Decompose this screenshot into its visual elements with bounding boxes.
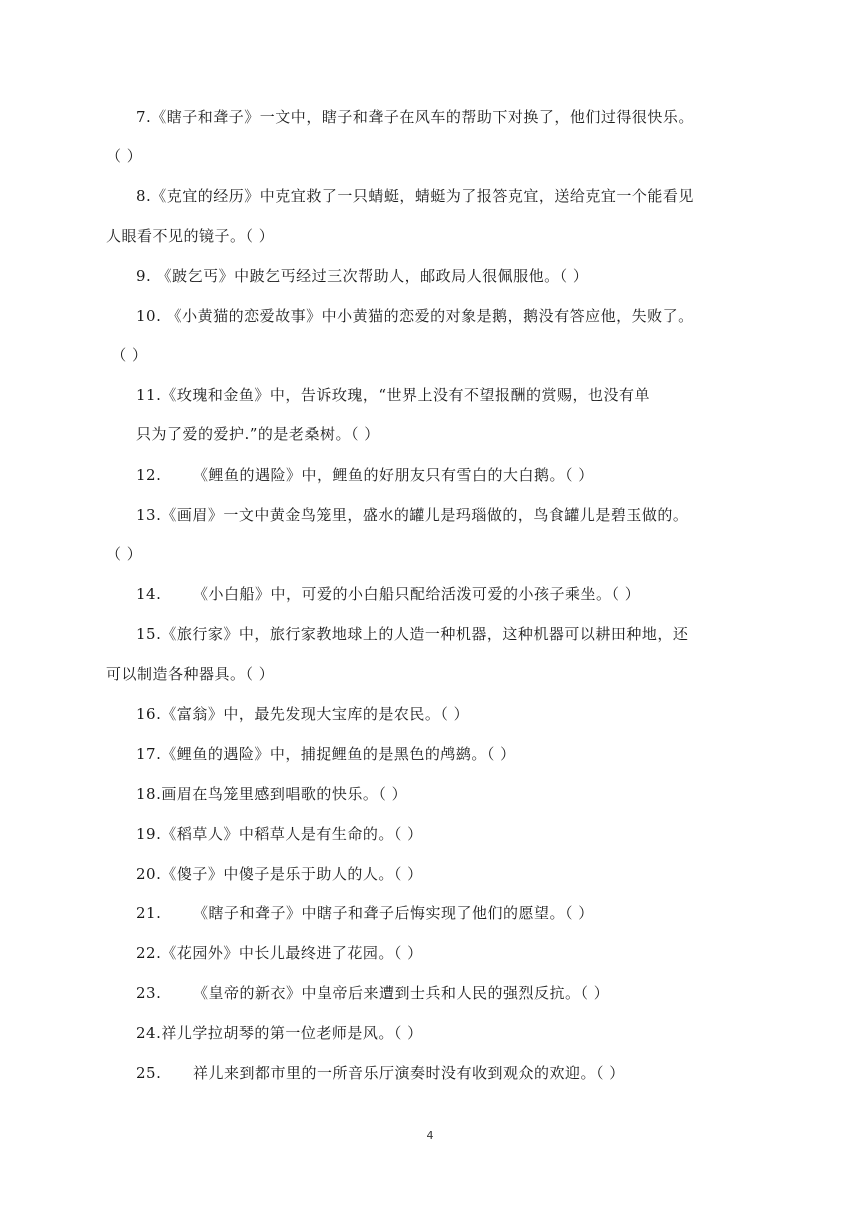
- question-7-line-1: 7.《瞎子和聋子》一文中，瞎子和聋子在风车的帮助下对换了，他们过得很快乐。: [136, 108, 694, 126]
- question-10-line-2: （ ）: [106, 346, 148, 364]
- question-19: 19.《稻草人》中稻草人是有生命的。（ ）: [136, 825, 423, 843]
- question-13-line-1: 13.《画眉》一文中黄金鸟笼里，盛水的罐儿是玛瑙做的，鸟食罐儿是碧玉做的。: [136, 506, 689, 524]
- question-10-line-1: 10. 《小黄猫的恋爱故事》中小黄猫的恋爱的对象是鹅，鹅没有答应他，失败了。: [136, 307, 694, 325]
- question-15-line-1: 15.《旅行家》中，旅行家教地球上的人造一种机器，这种机器可以耕田种地，还: [136, 625, 689, 643]
- question-24: 24.祥儿学拉胡琴的第一位老师是风。（ ）: [136, 1024, 423, 1042]
- question-11-line-1: 11.《玫瑰和金鱼》中，告诉玫瑰，“世界上没有不望报酬的赏赐，也没有单: [136, 386, 651, 404]
- question-12: 12. 《鲤鱼的遇险》中，鲤鱼的好朋友只有雪白的大白鹅。（ ）: [136, 466, 594, 484]
- question-7-line-2: （ ）: [106, 147, 143, 165]
- question-8-line-2: 人眼看不见的镜子。（ ）: [106, 227, 275, 245]
- question-17: 17.《鲤鱼的遇险》中，捕捉鲤鱼的是黑色的鸬鹚。（ ）: [136, 745, 516, 763]
- question-14: 14. 《小白船》中，可爱的小白船只配给活泼可爱的小孩子乘坐。（ ）: [136, 585, 641, 603]
- question-23: 23. 《皇帝的新衣》中皇帝后来遭到士兵和人民的强烈反抗。（ ）: [136, 984, 610, 1002]
- question-9: 9. 《跛乞丐》中跛乞丐经过三次帮助人，邮政局人很佩服他。（ ）: [136, 267, 589, 285]
- question-8-line-1: 8.《克宜的经历》中克宜救了一只蜻蜓，蜻蜓为了报答克宜，送给克宜一个能看见: [136, 187, 694, 205]
- question-22: 22.《花园外》中长儿最终进了花园。（ ）: [136, 944, 423, 962]
- question-13-line-2: （ ）: [106, 545, 143, 563]
- question-15-line-2: 可以制造各种器具。（ ）: [106, 665, 275, 683]
- page-number: 4: [426, 1129, 434, 1142]
- question-11-line-2: 只为了爱的爱护.”的是老桑树。（ ）: [136, 425, 380, 443]
- question-25: 25. 祥儿来到都市里的一所音乐厅演奏时没有收到观众的欢迎。（ ）: [136, 1064, 625, 1082]
- question-18: 18.画眉在鸟笼里感到唱歌的快乐。（ ）: [136, 785, 408, 803]
- question-16: 16.《富翁》中，最先发现大宝库的是农民。（ ）: [136, 705, 470, 723]
- question-21: 21. 《瞎子和聋子》中瞎子和聋子后悔实现了他们的愿望。（ ）: [136, 904, 594, 922]
- question-20: 20.《傻子》中傻子是乐于助人的人。（ ）: [136, 865, 423, 883]
